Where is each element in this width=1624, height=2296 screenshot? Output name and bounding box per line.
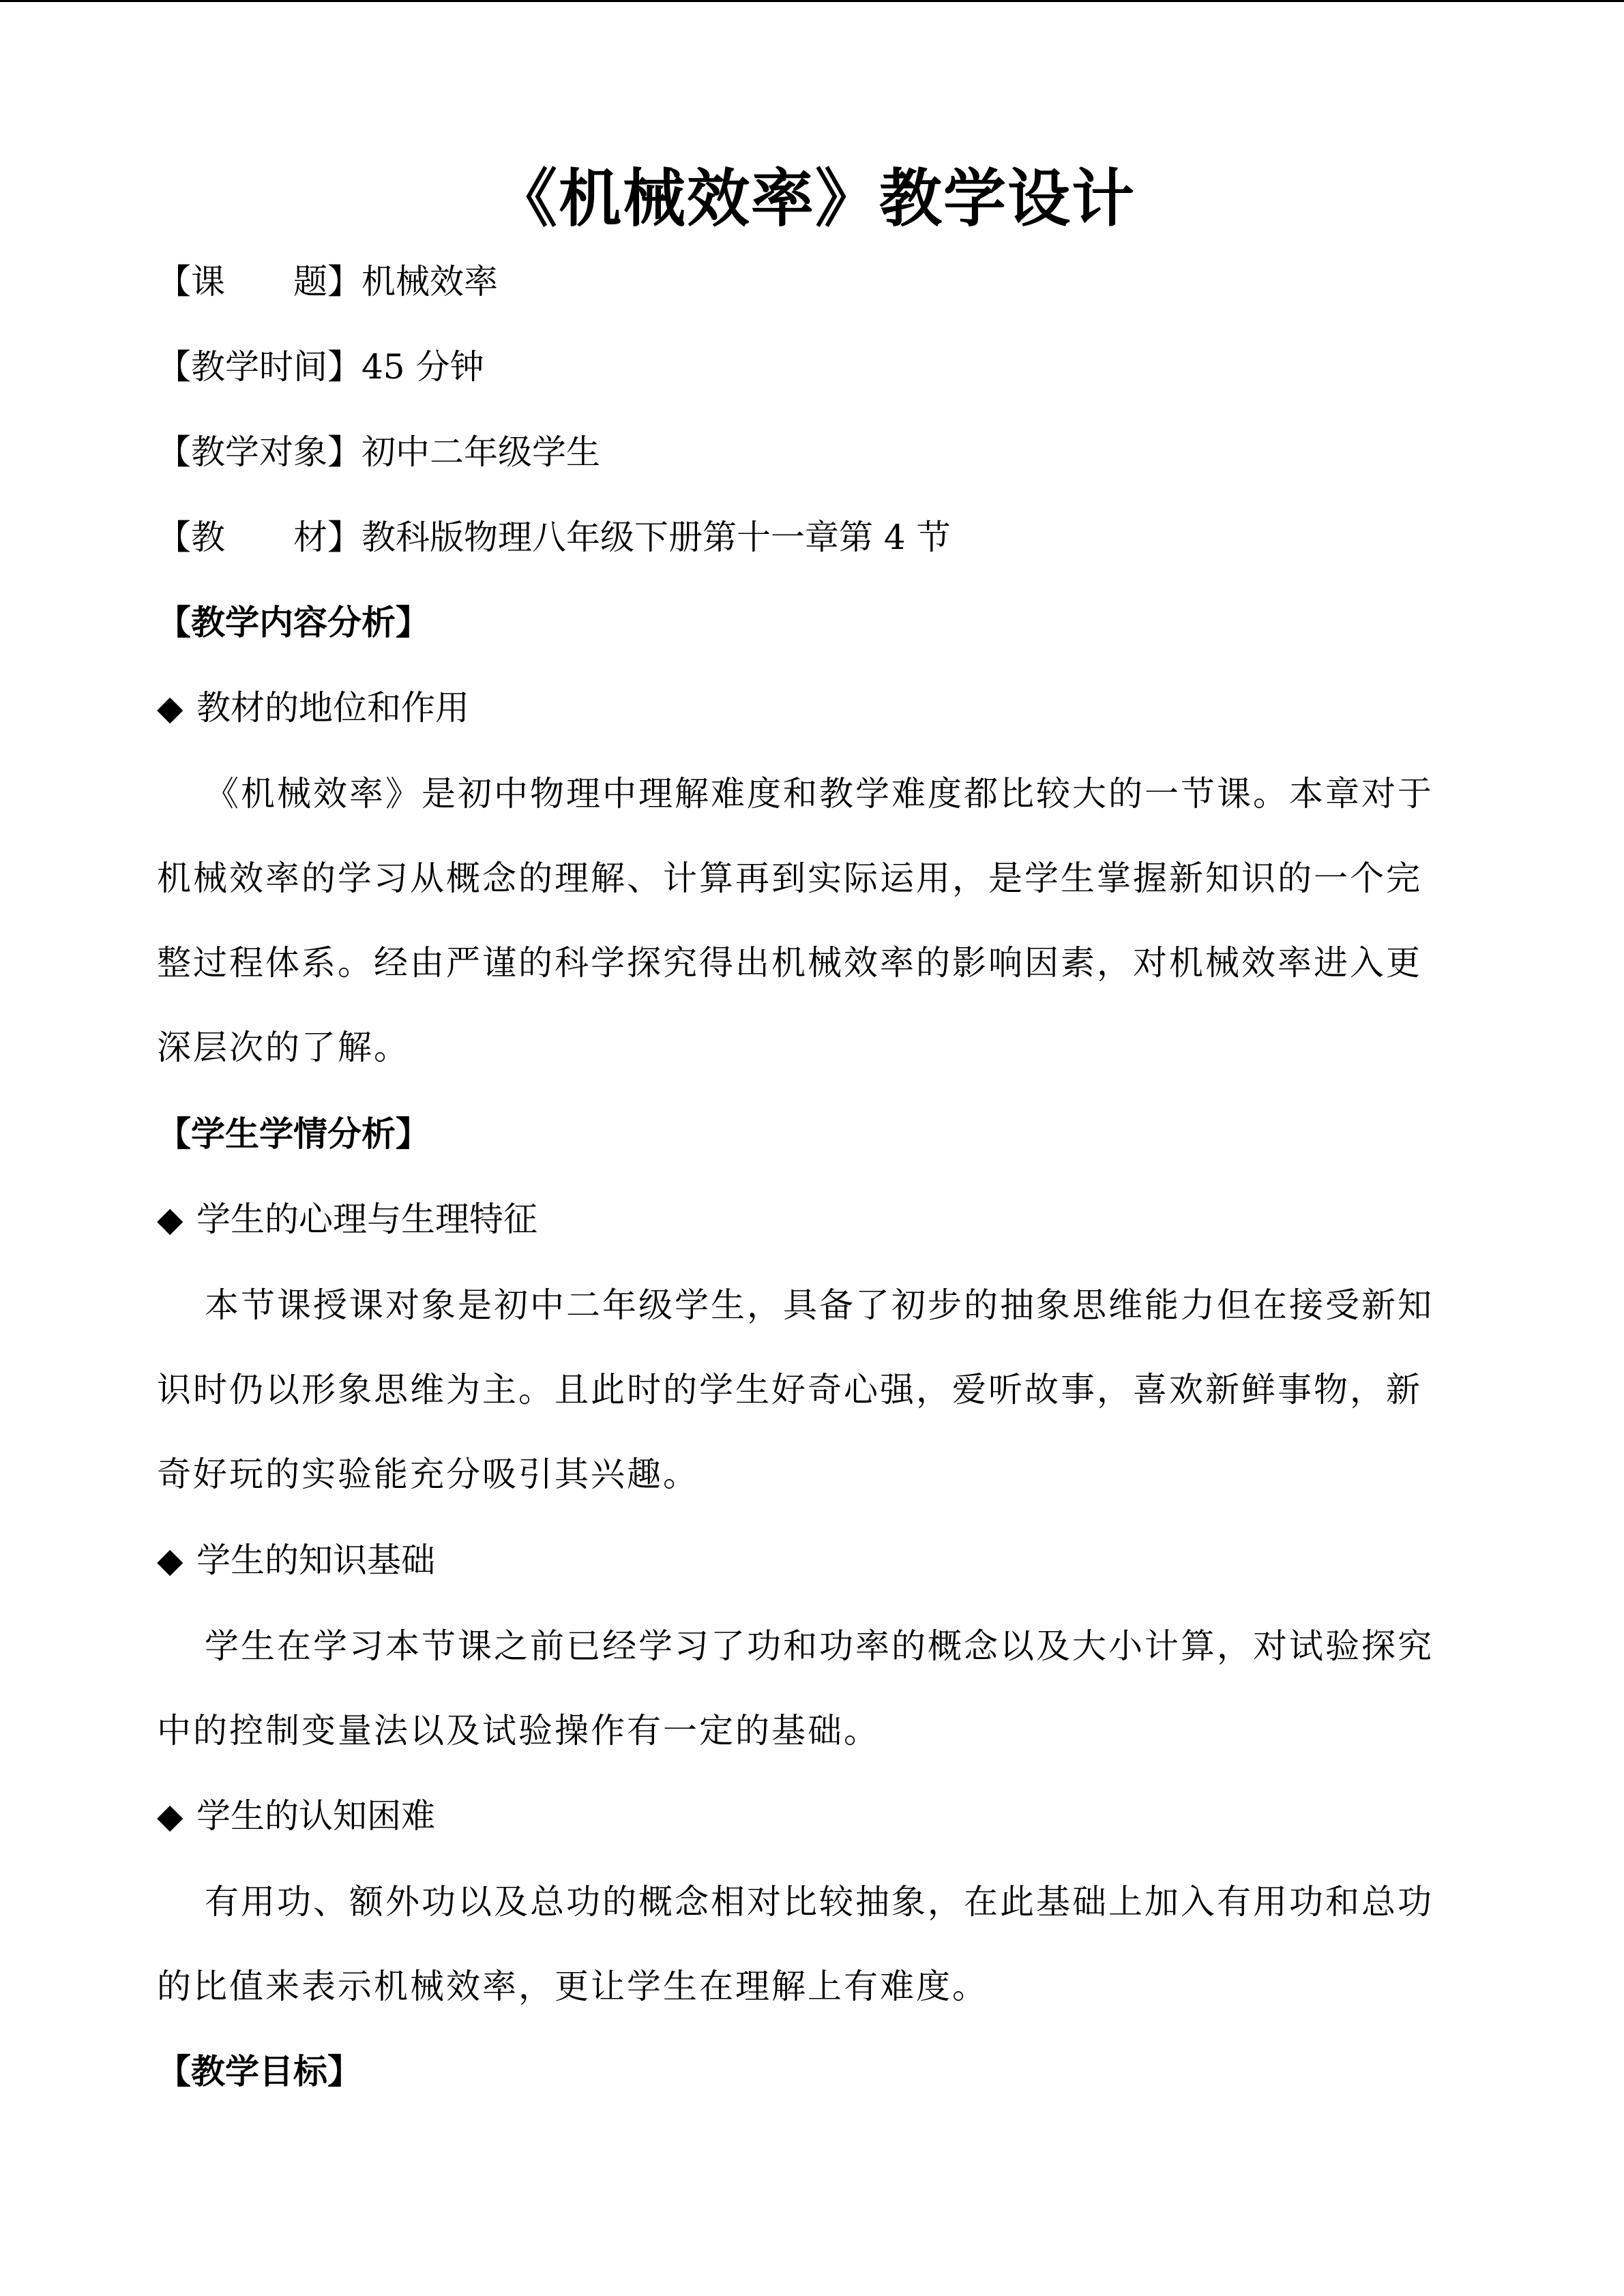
diamond-bullet-icon: ◆ bbox=[157, 1796, 183, 1836]
diamond-bullet-icon: ◆ bbox=[157, 1199, 183, 1239]
info-line-topic bbox=[157, 258, 1473, 305]
diamond-bullet-icon: ◆ bbox=[157, 1540, 183, 1580]
info-value-topic: 机械效率 bbox=[361, 262, 498, 301]
info-value-audience: 初中二年级学生 bbox=[361, 432, 600, 472]
paragraph-cognitive-difficulty: 有用功、额外功以及总功的概念相对比较抽象，在此基础上加入有用功和总功的比值来表示机械效率，更让学生在理解上有难度。 bbox=[157, 1882, 1434, 2006]
bullet-cognitive-difficulty bbox=[157, 1792, 1473, 1840]
info-value-time: 45 分钟 bbox=[361, 347, 484, 387]
diamond-bullet-icon: ◆ bbox=[157, 688, 183, 728]
bullet-textbook-role bbox=[157, 684, 1473, 732]
section-heading-teaching-goals: 【教学目标】 bbox=[157, 2051, 361, 2091]
bullet-psychology bbox=[157, 1195, 1473, 1243]
info-label-topic: 【课 题】 bbox=[157, 262, 361, 301]
document-title: 《机械效率》教学设计 bbox=[494, 162, 1136, 235]
page-top-border bbox=[0, 0, 1624, 2]
bullet-knowledge-base bbox=[157, 1536, 1473, 1584]
info-label-textbook: 【教 材】 bbox=[157, 518, 361, 557]
info-label-audience: 【教学对象】 bbox=[157, 432, 361, 472]
info-value-textbook: 教科版物理八年级下册第十一章第 4 节 bbox=[361, 518, 951, 557]
bullet-label: 学生的知识基础 bbox=[196, 1540, 435, 1580]
section-heading-student-analysis: 【学生学情分析】 bbox=[157, 1114, 430, 1154]
paragraph-textbook-role: 《机械效率》是初中物理中理解难度和教学难度都比较大的一节课。本章对于机械效率的学习从概念的理解、计算再到实际运用，是学生掌握新知识的一个完整过程体系。经由严谨的科学探究得出机械效率的影响因素，对机械效率进入更深层次的了解。 bbox=[157, 774, 1434, 1067]
info-line-time bbox=[157, 343, 1473, 391]
info-line-audience bbox=[157, 428, 1473, 476]
paragraph-psychology: 本节课授课对象是初中二年级学生，具备了初步的抽象思维能力但在接受新知识时仍以形象思维为主。且此时的学生好奇心强，爱听故事，喜欢新鲜事物，新奇好玩的实验能充分吸引其兴趣。 bbox=[157, 1285, 1434, 1494]
bullet-label: 学生的认知困难 bbox=[196, 1796, 435, 1836]
section-heading-content-analysis: 【教学内容分析】 bbox=[157, 602, 430, 642]
paragraph-knowledge-base: 学生在学习本节课之前已经学习了功和功率的概念以及大小计算，对试验探究中的控制变量法以及试验操作有一定的基础。 bbox=[157, 1626, 1434, 1750]
info-label-time: 【教学时间】 bbox=[157, 347, 361, 387]
bullet-label: 学生的心理与生理特征 bbox=[196, 1199, 537, 1239]
info-line-textbook bbox=[157, 513, 1473, 561]
bullet-label: 教材的地位和作用 bbox=[196, 688, 469, 728]
